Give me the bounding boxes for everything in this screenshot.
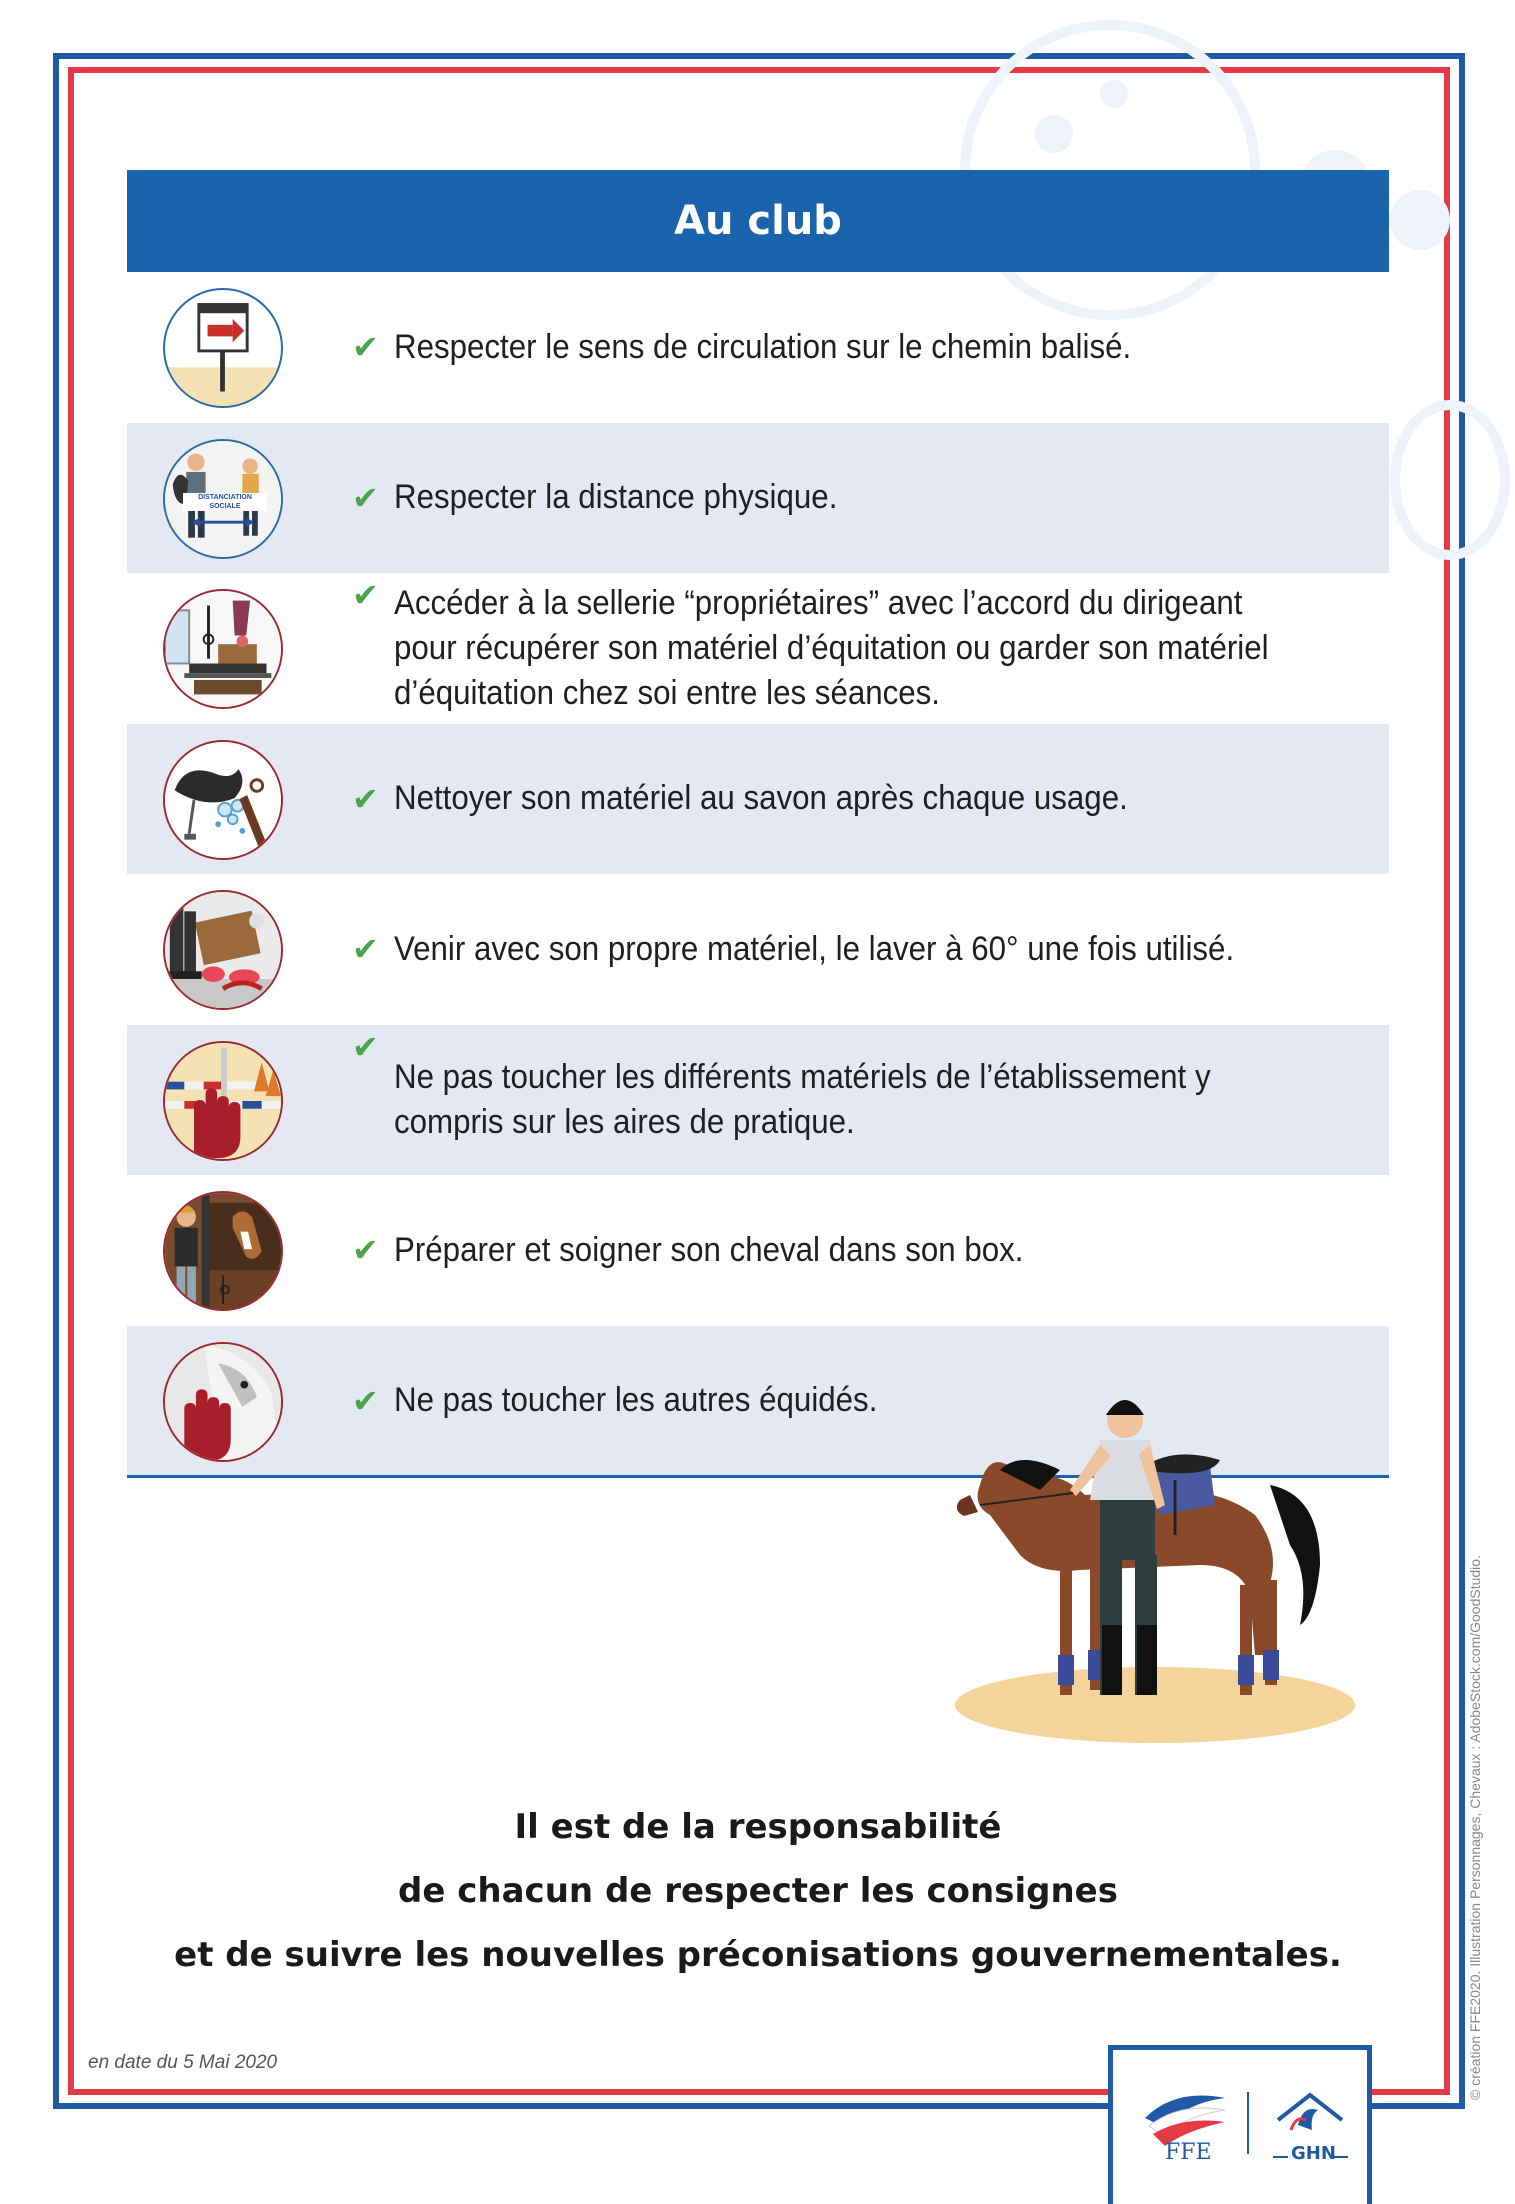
- decorative-dot: [1390, 190, 1450, 250]
- check-icon: ✔: [352, 576, 379, 614]
- no-touch-equipment-icon: [163, 1041, 283, 1161]
- saddle-soap-icon: [163, 740, 283, 860]
- ffe-logo: [1135, 2078, 1235, 2168]
- no-touch-horse-icon: [163, 1342, 283, 1462]
- rule-row: [127, 573, 1389, 724]
- rule-text-container: [352, 1025, 1349, 1176]
- responsibility-line: de chacun de respecter les consignes: [398, 1871, 1118, 1911]
- rule-text: Respecter la distance physique.: [394, 478, 838, 517]
- rule-text-container: [352, 874, 1349, 1025]
- image-credit: © création FFE2020. Illustration Personnages, Chevaux : AdobeStock.com/GoodStudio.: [1467, 1555, 1483, 2100]
- decorative-dot: [1100, 80, 1128, 108]
- check-icon: ✔: [352, 1381, 379, 1420]
- rule-text: Préparer et soigner son cheval dans son box.: [394, 1230, 1024, 1269]
- logo-box: [1108, 2045, 1372, 2204]
- ghn-logo-text: GHN: [1291, 2143, 1336, 2164]
- rule-row: [127, 1175, 1389, 1326]
- rider-with-horse-illustration: [940, 1385, 1360, 1745]
- responsibility-line: et de suivre les nouvelles préconisations gouvernementales.: [174, 1935, 1342, 1975]
- rule-text-container: [352, 724, 1349, 875]
- responsibility-statement: [127, 1795, 1389, 1987]
- logo-divider: [1247, 2092, 1249, 2154]
- decorative-ring: [1390, 400, 1510, 560]
- rule-text-container: [352, 1175, 1349, 1326]
- personal-equipment-icon: [163, 890, 283, 1010]
- rule-text: Ne pas toucher les différents matériels de l’établissement y compris sur les aires de pratique.: [394, 1057, 1211, 1141]
- rule-text: Accéder à la sellerie “propriétaires” avec l’accord du dirigeant pour récupérer son matériel d’équitation ou garder son matériel d’équitation chez soi entre les séances.: [394, 583, 1269, 712]
- check-icon: ✔: [352, 930, 379, 969]
- rule-row: [127, 1025, 1389, 1176]
- social-distancing-label: DISTANCIATION SOCIALE: [183, 493, 267, 511]
- rule-text: Nettoyer son matériel au savon après chaque usage.: [394, 779, 1128, 818]
- check-icon: ✔: [352, 1027, 379, 1066]
- directional-sign-icon: [163, 288, 283, 408]
- rule-text: Venir avec son propre matériel, le laver à 60° une fois utilisé.: [394, 929, 1235, 968]
- section-title: Au club: [674, 198, 842, 244]
- date-note: en date du 5 Mai 2020: [88, 2052, 278, 2073]
- check-icon: ✔: [352, 328, 379, 367]
- decorative-dot: [1035, 115, 1073, 153]
- horse-stall-icon: [163, 1191, 283, 1311]
- rule-row: [127, 423, 1389, 574]
- social-distancing-icon: [163, 439, 283, 559]
- rule-row: [127, 272, 1389, 423]
- ffe-logo-text: FFE: [1165, 2140, 1212, 2165]
- check-icon: ✔: [352, 478, 379, 517]
- responsibility-line: Il est de la responsabilité: [514, 1807, 1002, 1847]
- rule-text: Respecter le sens de circulation sur le chemin balisé.: [394, 327, 1132, 366]
- rule-row: [127, 724, 1389, 875]
- section-header: [127, 170, 1389, 272]
- rule-text: Ne pas toucher les autres équidés.: [394, 1381, 878, 1420]
- check-icon: ✔: [352, 1231, 379, 1270]
- check-icon: ✔: [352, 779, 379, 818]
- ghn-logo: [1263, 2075, 1358, 2175]
- rules-list: [127, 272, 1389, 1476]
- rule-text-container: [352, 272, 1349, 423]
- tack-room-icon: [163, 589, 283, 709]
- rule-row: [127, 874, 1389, 1025]
- rule-text-container: [352, 423, 1349, 574]
- rule-text-container: [352, 573, 1349, 724]
